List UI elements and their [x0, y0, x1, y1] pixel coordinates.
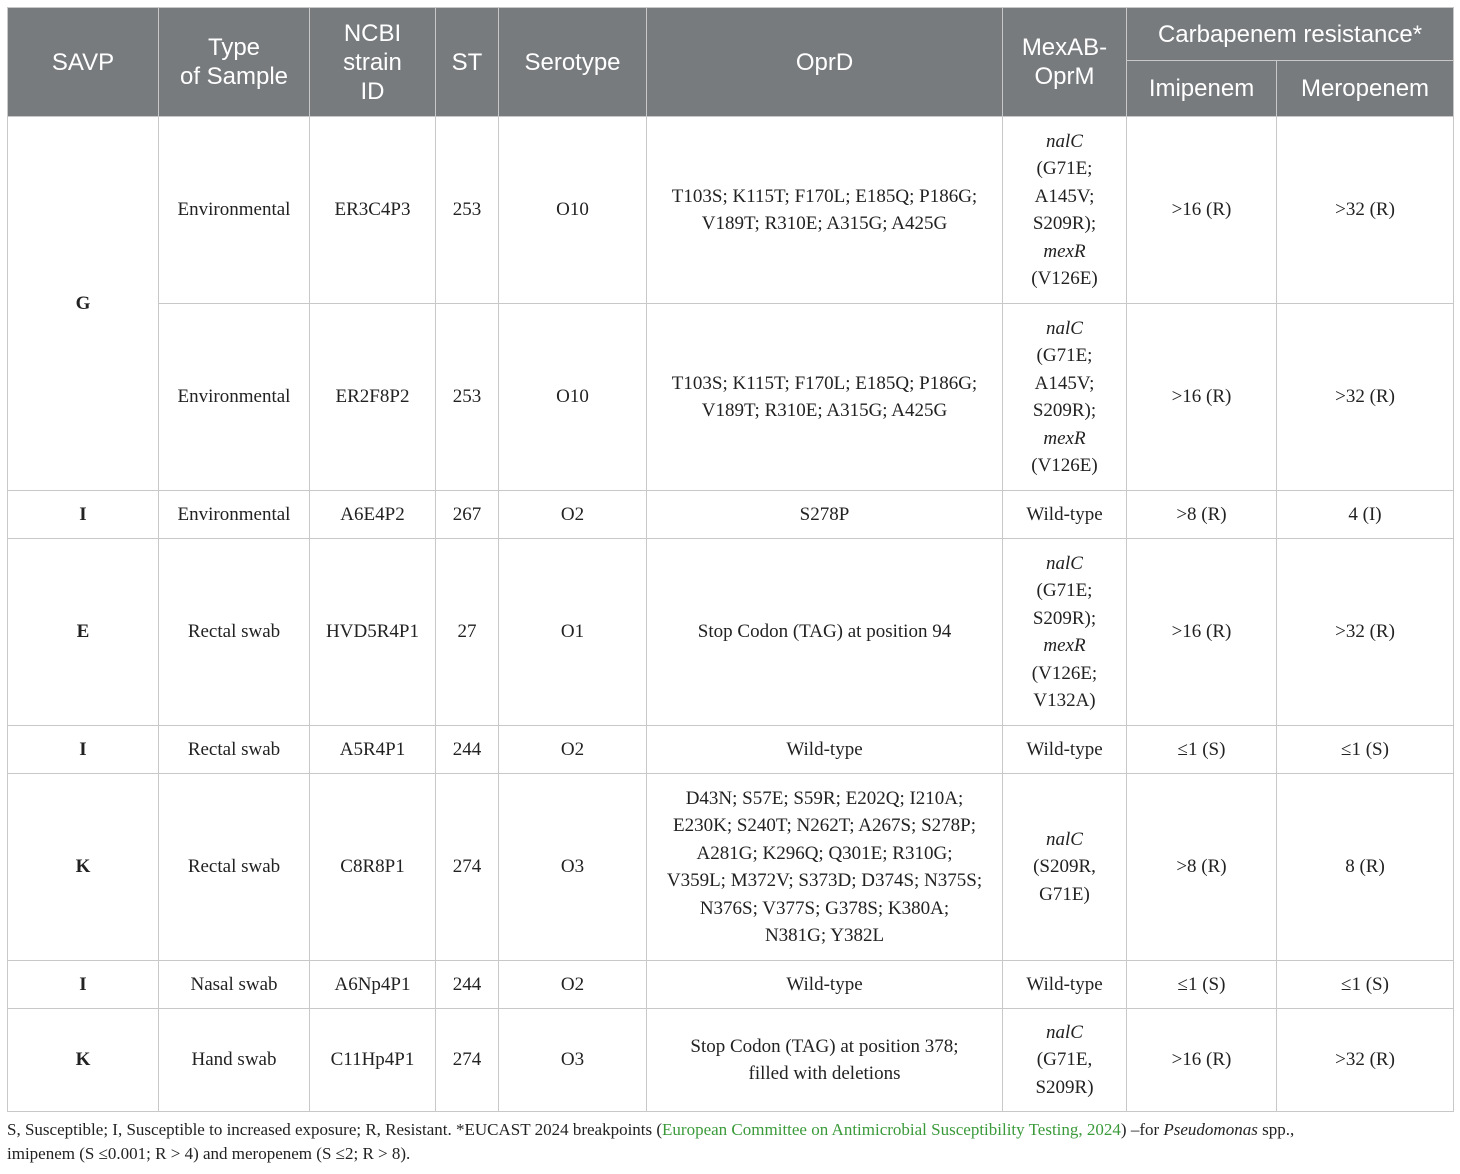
cell-sample-type: Environmental [159, 491, 310, 539]
cell-serotype: O10 [499, 117, 647, 304]
cell-serotype: O2 [499, 491, 647, 539]
cell-oprd [647, 117, 1003, 304]
cell-mexab-oprm [1003, 726, 1127, 774]
mutation-line: (V126E; [1031, 662, 1098, 684]
cell-savp: E [8, 539, 159, 726]
cell-serotype: O2 [499, 726, 647, 774]
cell-mexab-oprm [1003, 304, 1127, 491]
cell-st: 274 [436, 774, 499, 961]
cell-sample-type: Rectal swab [159, 726, 310, 774]
cell-imipenem: >16 (R) [1127, 539, 1277, 726]
cell-imipenem: ≤1 (S) [1127, 726, 1277, 774]
cell-savp: I [8, 961, 159, 1009]
footnote-text-2: ) –for [1120, 1120, 1164, 1139]
cell-serotype: O2 [499, 961, 647, 1009]
header-serotype: Serotype [499, 8, 647, 117]
header-savp: SAVP [8, 8, 159, 117]
mutation-line: G71E) [1039, 883, 1090, 905]
cell-oprd [647, 961, 1003, 1009]
cell-savp: I [8, 491, 159, 539]
table-row [8, 726, 1454, 774]
footnote-text-3: spp., [1257, 1120, 1295, 1139]
table-row [8, 117, 1454, 304]
header-imipenem: Imipenem [1127, 61, 1277, 117]
cell-st: 27 [436, 539, 499, 726]
header-oprd: OprD [647, 8, 1003, 117]
cell-meropenem: 8 (R) [1277, 774, 1454, 961]
cell-savp: K [8, 774, 159, 961]
table-footnote [7, 1118, 1453, 1166]
table-row [8, 774, 1454, 961]
cell-sample-type: Environmental [159, 304, 310, 491]
cell-strain-id: ER3C4P3 [310, 117, 436, 304]
gene-name: nalC [1046, 552, 1083, 574]
gene-name: nalC [1046, 828, 1083, 850]
oprd-line: V189T; R310E; A315G; A425G [701, 213, 948, 234]
gene-name: nalC [1046, 317, 1083, 339]
cell-mexab-oprm [1003, 961, 1127, 1009]
gene-name: nalC [1046, 1021, 1083, 1043]
cell-mexab-oprm [1003, 117, 1127, 304]
cell-serotype: O3 [499, 774, 647, 961]
cell-imipenem: >8 (R) [1127, 774, 1277, 961]
mutation-line: S209R); [1032, 213, 1097, 234]
header-type-of-sample: Type of Sample [159, 8, 310, 117]
oprd-line: Stop Codon (TAG) at position 378; [690, 1035, 959, 1057]
cell-strain-id: C11Hp4P1 [310, 1009, 436, 1112]
oprd-line: T103S; K115T; F170L; E185Q; P186G; [671, 185, 978, 207]
cell-st: 244 [436, 961, 499, 1009]
oprd-line: Wild-type [786, 973, 863, 995]
oprd-line: S278P [799, 503, 850, 525]
mutation-line: (S209R, [1033, 856, 1096, 878]
cell-strain-id: C8R8P1 [310, 774, 436, 961]
cell-st: 267 [436, 491, 499, 539]
cell-mexab-oprm [1003, 1009, 1127, 1112]
mutation-line: Wild-type [1026, 738, 1103, 760]
cell-sample-type: Environmental [159, 117, 310, 304]
header-meropenem: Meropenem [1277, 61, 1454, 117]
mutation-line: V132A) [1033, 690, 1096, 711]
table-row [8, 539, 1454, 726]
oprd-line: A281G; K296Q; Q301E; R310G; [696, 842, 953, 864]
header-st: ST [436, 8, 499, 117]
cell-sample-type: Rectal swab [159, 774, 310, 961]
header-mexab-oprm: MexAB- OprM [1003, 8, 1127, 117]
table-row [8, 491, 1454, 539]
gene-name: mexR [1043, 427, 1086, 449]
cell-strain-id: ER2F8P2 [310, 304, 436, 491]
cell-meropenem: 4 (I) [1277, 491, 1454, 539]
cell-mexab-oprm [1003, 774, 1127, 961]
oprd-line: Stop Codon (TAG) at position 94 [697, 621, 952, 643]
cell-oprd [647, 539, 1003, 726]
cell-sample-type: Rectal swab [159, 539, 310, 726]
cell-meropenem: ≤1 (S) [1277, 726, 1454, 774]
mutation-line: Wild-type [1026, 973, 1103, 995]
cell-imipenem: >16 (R) [1127, 304, 1277, 491]
cell-sample-type: Nasal swab [159, 961, 310, 1009]
mutation-line: S209R); [1032, 400, 1097, 421]
cell-strain-id: A6Np4P1 [310, 961, 436, 1009]
cell-mexab-oprm [1003, 539, 1127, 726]
cell-savp: K [8, 1009, 159, 1112]
cell-sample-type: Hand swab [159, 1009, 310, 1112]
mutation-line: (G71E; [1036, 345, 1093, 366]
cell-st: 253 [436, 117, 499, 304]
footnote-breakpoints: imipenem (S ≤0.001; R > 4) and meropenem (S ≤2; R > 8). [7, 1144, 411, 1163]
mutation-line: Wild-type [1026, 503, 1103, 525]
header-carbapenem-resistance: Carbapenem resistance* [1127, 8, 1454, 61]
mutation-line: (G71E, [1036, 1049, 1093, 1071]
cell-oprd [647, 774, 1003, 961]
cell-mexab-oprm [1003, 491, 1127, 539]
oprd-line: filled with deletions [748, 1063, 901, 1084]
oprd-line: E230K; S240T; N262T; A267S; S278P; [673, 815, 976, 836]
mutation-line: A145V; [1034, 185, 1095, 207]
cell-oprd [647, 1009, 1003, 1112]
cell-imipenem: >16 (R) [1127, 117, 1277, 304]
mutation-line: A145V; [1034, 372, 1095, 394]
mutation-line: (V126E) [1031, 268, 1098, 289]
mutation-line: S209R); [1032, 607, 1097, 629]
oprd-line: V359L; M372V; S373D; D374S; N375S; [666, 870, 983, 891]
cell-imipenem: >16 (R) [1127, 1009, 1277, 1112]
cell-serotype: O1 [499, 539, 647, 726]
oprd-line: Wild-type [786, 738, 863, 760]
table-body [8, 117, 1454, 1112]
table-row [8, 304, 1454, 491]
gene-name: mexR [1043, 240, 1086, 262]
cell-imipenem: >8 (R) [1127, 491, 1277, 539]
mutation-line: (V126E) [1031, 455, 1098, 476]
eucast-reference-link[interactable]: European Committee on Antimicrobial Susceptibility Testing, 2024 [662, 1120, 1121, 1139]
cell-oprd [647, 726, 1003, 774]
footnote-text: S, Susceptible; I, Susceptible to increased exposure; R, Resistant. *EUCAST 2024 breakpoints ( [7, 1120, 663, 1139]
oprd-line: T103S; K115T; F170L; E185Q; P186G; [671, 372, 978, 394]
cell-serotype: O3 [499, 1009, 647, 1112]
oprd-line: D43N; S57E; S59R; E202Q; I210A; [685, 787, 964, 809]
cell-imipenem: ≤1 (S) [1127, 961, 1277, 1009]
cell-st: 274 [436, 1009, 499, 1112]
table-row [8, 961, 1454, 1009]
cell-meropenem: ≤1 (S) [1277, 961, 1454, 1009]
footnote-genus: Pseudomonas [1163, 1120, 1258, 1139]
cell-strain-id: A5R4P1 [310, 726, 436, 774]
cell-meropenem: >32 (R) [1277, 117, 1454, 304]
oprd-line: N376S; V377S; G378S; K380A; [699, 897, 950, 919]
gene-name: nalC [1046, 130, 1083, 152]
cell-serotype: O10 [499, 304, 647, 491]
cell-st: 253 [436, 304, 499, 491]
oprd-line: N381G; Y382L [764, 925, 885, 946]
cell-meropenem: >32 (R) [1277, 539, 1454, 726]
mutation-line: (G71E; [1036, 580, 1093, 601]
resistance-table [7, 7, 1454, 1112]
cell-oprd [647, 304, 1003, 491]
gene-name: mexR [1043, 635, 1086, 656]
cell-oprd [647, 491, 1003, 539]
cell-st: 244 [436, 726, 499, 774]
cell-meropenem: >32 (R) [1277, 304, 1454, 491]
cell-savp: G [8, 117, 159, 491]
oprd-line: V189T; R310E; A315G; A425G [701, 400, 948, 421]
table-row [8, 1009, 1454, 1112]
header-ncbi-strain-id: NCBI strain ID [310, 8, 436, 117]
mutation-line: (G71E; [1036, 158, 1093, 179]
cell-strain-id: HVD5R4P1 [310, 539, 436, 726]
cell-strain-id: A6E4P2 [310, 491, 436, 539]
cell-savp: I [8, 726, 159, 774]
cell-meropenem: >32 (R) [1277, 1009, 1454, 1112]
mutation-line: S209R) [1035, 1076, 1094, 1098]
